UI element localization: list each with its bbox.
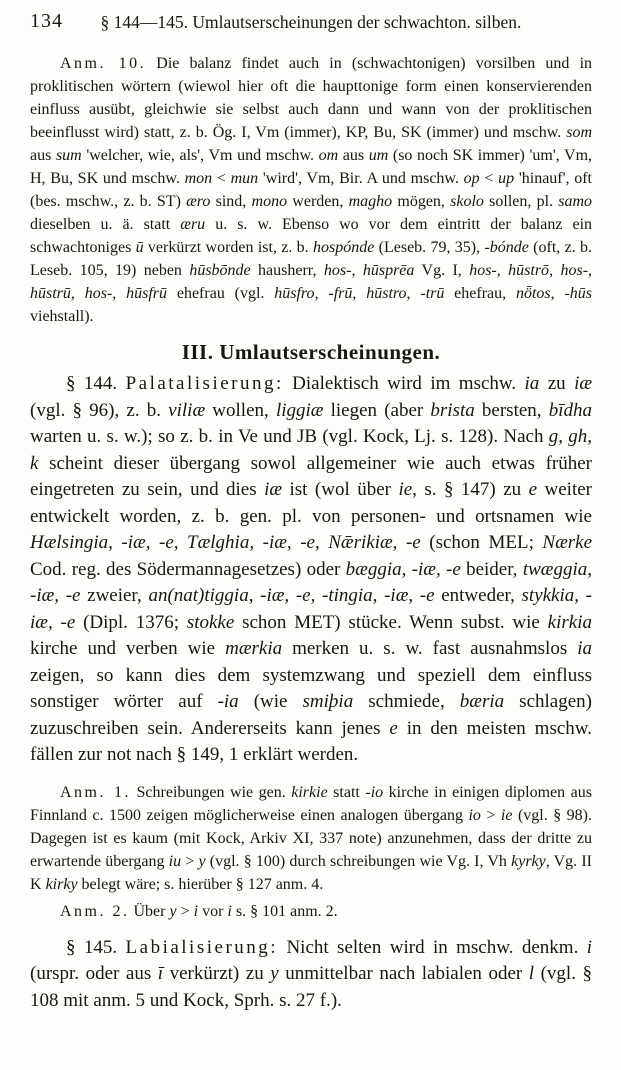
chapter-heading: III. Umlautserscheinungen.	[181, 340, 441, 364]
page-number: 134	[30, 10, 63, 32]
running-title: § 144—145. Umlautserscheinungen der schwachton. silben.	[100, 12, 522, 32]
paragraph-144: § 144. Palatalisierung: Dialektisch wird im mschw. ia zu iæ (vgl. § 96), z. b. viliæ wollen, liggiæ liegen (aber brista bersten, bīdha warten u. s. w.); so z. b. in Ve und JB (vgl. Kock, Lj. s. 128). Nach g, gh, k scheint dieser übergang sowol allgemeiner wie auch etwas früher eingetreten zu sein, und dies iæ ist (wol über ie, s. § 147) zu e weiter entwickelt worden, z. b. gen. pl. von personen- und ortsnamen wie Hælsingia, -iæ, -e, Tælghia, -iæ, -e, Nǣrikiæ, -e (schon MEL; Nærke Cod. reg. des Södermannagesetzes) oder bæggia, -iæ, -e beider, twæggia, -iæ, -e zweier, an(nat)tiggia, -iæ, -e, -tingia, -iæ, -e entweder, stykkia, -iæ, -e (Dipl. 1376; stokke schon MET) stücke. Wenn subst. wie kirkia kirche und verben wie mærkia merken u. s. w. fast ausnahmslos ia zeigen, so kann dies dem systemzwang und speziell dem einfluss sonstiger wörter auf -ia (wie smiþia schmiede, bæria schlagen) zuzuschreiben sein. Andererseits kann jenes e in den meisten mschw. fällen zur not nach § 149, 1 erklärt werden.	[30, 373, 593, 765]
note-anm-10: Anm. 10. Die balanz findet auch in (schwachtonigen) vorsilben und in proklitischen wörtern (wiewol hier oft die haupttonige form einen konservierenden einfluss ausübt, gleichwie sie selbst auch dann und wann von der proklitischen beeinflusst wird) statt, z. b. Ög. I, Vm (immer), KP, Bu, SK (immer) und mschw. som aus sum 'welcher, wie, als', Vm und mschw. om aus um (so noch SK immer) 'um', Vm, H, Bu, SK und mschw. mon < mun 'wird', Vm, Bir. A und mschw. op < up 'hinauf', oft (bes. mschw., z. b. ST) æro sind, mono werden, magho mögen, skolo sollen, pl. samo dieselben u. ä. statt æru u. s. w. Ebenso wo vor dem eintritt der balanz ein schwachtoniges ū verkürzt worden ist, z. b. hospónde (Leseb. 79, 35), -bónde (oft, z. b. Leseb. 105, 19) neben hūsbōnde hausherr, hos-, hūsprēa Vg. I, hos-, hūstrō, hos-, hūstrū, hos-, hūsfrū ehefrau (vgl. hūsfro, -frū, hūstro, -trū ehefrau, nȫtos, -hūs viehstall).	[30, 55, 593, 325]
note-anm-2: Anm. 2. Über y > i vor i s. § 101 anm. 2.	[60, 902, 338, 920]
note-anm-1: Anm. 1. Schreibungen wie gen. kirkie statt -io kirche in einigen diplomen aus Finnland c. 1500 zeigen möglicherweise einen analogen übergang io > ie (vgl. § 98). Dagegen ist es kaum (mit Kock, Arkiv XI, 337 note) anzunehmen, dass der dritte zu erwartende übergang iu > y (vgl. § 100) durch schreibungen wie Vg. I, Vh kyrky, Vg. II K kirky belegt wäre; s. hierüber § 127 anm. 4.	[30, 783, 593, 893]
page-header	[30, 10, 592, 40]
paragraph-145: § 145. Labialisierung: Nicht selten wird in mschw. denkm. i (urspr. oder aus ī verkürzt) zu y unmittelbar nach labialen oder l (vgl. § 108 mit anm. 5 und Kock, Sprh. s. 27 f.).	[30, 936, 592, 1011]
